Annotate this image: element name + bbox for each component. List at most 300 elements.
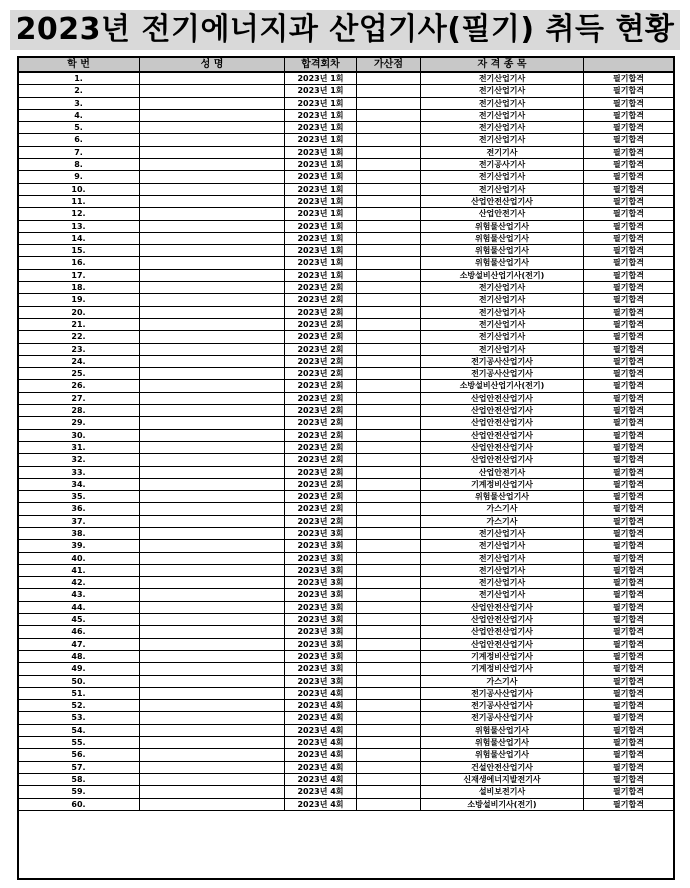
cell-student-no: 3. <box>18 97 140 109</box>
cell-name <box>140 183 285 195</box>
cell-result: 필기합격 <box>584 159 674 171</box>
cell-qualification: 신재생에너지발전기사 <box>421 773 584 785</box>
cell-round: 2023년 1회 <box>285 232 357 244</box>
cell-student-no: 29. <box>18 417 140 429</box>
table-row <box>18 798 674 810</box>
table-row <box>18 626 674 638</box>
cell-round: 2023년 4회 <box>285 773 357 785</box>
cell-qualification: 산업안전산업기사 <box>421 417 584 429</box>
cell-student-no: 39. <box>18 540 140 552</box>
table-row <box>18 773 674 785</box>
cell-result: 필기합격 <box>584 195 674 207</box>
cell-name <box>140 171 285 183</box>
cell-result: 필기합격 <box>584 761 674 773</box>
cell-qualification: 전기산업기사 <box>421 97 584 109</box>
cell-qualification: 기계정비산업기사 <box>421 478 584 490</box>
cell-name <box>140 773 285 785</box>
cell-bonus <box>357 269 421 281</box>
cell-round: 2023년 1회 <box>285 122 357 134</box>
table-row <box>18 85 674 97</box>
cell-student-no: 33. <box>18 466 140 478</box>
cell-qualification: 산업안전산업기사 <box>421 405 584 417</box>
cell-student-no: 18. <box>18 282 140 294</box>
cell-student-no: 35. <box>18 491 140 503</box>
cell-qualification: 전기공사산업기사 <box>421 687 584 699</box>
cell-student-no: 19. <box>18 294 140 306</box>
cell-name <box>140 97 285 109</box>
cell-student-no: 54. <box>18 724 140 736</box>
cell-name <box>140 85 285 97</box>
table-row <box>18 503 674 515</box>
cell-name <box>140 626 285 638</box>
title-wrap <box>0 10 690 50</box>
cell-round: 2023년 2회 <box>285 417 357 429</box>
cell-qualification: 소방설비기사(전기) <box>421 798 584 810</box>
table-row <box>18 109 674 121</box>
cell-bonus <box>357 294 421 306</box>
cell-student-no: 34. <box>18 478 140 490</box>
cell-round: 2023년 2회 <box>285 294 357 306</box>
cell-bonus <box>357 85 421 97</box>
cell-qualification: 산업안전산업기사 <box>421 614 584 626</box>
cell-result: 필기합격 <box>584 171 674 183</box>
cell-bonus <box>357 392 421 404</box>
header-result <box>584 57 674 72</box>
cell-student-no: 26. <box>18 380 140 392</box>
cell-student-no: 22. <box>18 331 140 343</box>
cell-student-no: 52. <box>18 700 140 712</box>
cell-round: 2023년 1회 <box>285 269 357 281</box>
cell-result: 필기합격 <box>584 540 674 552</box>
cell-student-no: 51. <box>18 687 140 699</box>
cell-result: 필기합격 <box>584 282 674 294</box>
table-row <box>18 761 674 773</box>
cell-name <box>140 405 285 417</box>
table-row <box>18 72 674 85</box>
cell-round: 2023년 2회 <box>285 454 357 466</box>
cell-student-no: 44. <box>18 601 140 613</box>
cell-bonus <box>357 134 421 146</box>
cell-student-no: 36. <box>18 503 140 515</box>
cell-name <box>140 109 285 121</box>
cell-result: 필기합격 <box>584 798 674 810</box>
cell-qualification: 위험물산업기사 <box>421 232 584 244</box>
table-row <box>18 650 674 662</box>
table-row <box>18 663 674 675</box>
table-row <box>18 564 674 576</box>
cell-student-no: 13. <box>18 220 140 232</box>
cell-bonus <box>357 245 421 257</box>
table-row <box>18 245 674 257</box>
cell-name <box>140 638 285 650</box>
cell-result: 필기합격 <box>584 491 674 503</box>
cell-qualification: 전기산업기사 <box>421 122 584 134</box>
cell-name <box>140 318 285 330</box>
cell-result: 필기합격 <box>584 675 674 687</box>
cell-round: 2023년 4회 <box>285 687 357 699</box>
cell-name <box>140 220 285 232</box>
table-row <box>18 687 674 699</box>
cell-round: 2023년 1회 <box>285 72 357 85</box>
cell-bonus <box>357 454 421 466</box>
cell-round: 2023년 2회 <box>285 478 357 490</box>
cell-result: 필기합격 <box>584 478 674 490</box>
cell-qualification: 전기공사산업기사 <box>421 700 584 712</box>
table-row <box>18 786 674 798</box>
cell-bonus <box>357 577 421 589</box>
header-row <box>18 57 674 72</box>
cell-name <box>140 786 285 798</box>
cell-round: 2023년 3회 <box>285 552 357 564</box>
cell-student-no: 17. <box>18 269 140 281</box>
cell-result: 필기합격 <box>584 343 674 355</box>
cell-round: 2023년 4회 <box>285 786 357 798</box>
cell-bonus <box>357 282 421 294</box>
cell-name <box>140 503 285 515</box>
cell-name <box>140 724 285 736</box>
cell-student-no: 31. <box>18 441 140 453</box>
cell-qualification: 위험물산업기사 <box>421 737 584 749</box>
cell-result: 필기합격 <box>584 700 674 712</box>
cell-qualification: 산업안전산업기사 <box>421 454 584 466</box>
cell-bonus <box>357 183 421 195</box>
cell-round: 2023년 3회 <box>285 675 357 687</box>
qualification-table <box>17 56 674 811</box>
cell-student-no: 24. <box>18 355 140 367</box>
cell-qualification: 전기산업기사 <box>421 282 584 294</box>
cell-student-no: 50. <box>18 675 140 687</box>
cell-bonus <box>357 109 421 121</box>
table-row <box>18 454 674 466</box>
cell-name <box>140 441 285 453</box>
cell-student-no: 20. <box>18 306 140 318</box>
table-row <box>18 195 674 207</box>
cell-name <box>140 245 285 257</box>
cell-result: 필기합격 <box>584 786 674 798</box>
cell-qualification: 가스기사 <box>421 515 584 527</box>
cell-bonus <box>357 146 421 158</box>
cell-round: 2023년 2회 <box>285 515 357 527</box>
cell-bonus <box>357 466 421 478</box>
cell-result: 필기합격 <box>584 208 674 220</box>
header-student-no: 학 번 <box>18 57 140 72</box>
cell-qualification: 위험물산업기사 <box>421 220 584 232</box>
cell-qualification: 전기산업기사 <box>421 294 584 306</box>
table-row <box>18 712 674 724</box>
cell-bonus <box>357 749 421 761</box>
cell-student-no: 2. <box>18 85 140 97</box>
cell-round: 2023년 3회 <box>285 589 357 601</box>
cell-student-no: 6. <box>18 134 140 146</box>
cell-student-no: 45. <box>18 614 140 626</box>
cell-bonus <box>357 368 421 380</box>
table-row <box>18 97 674 109</box>
cell-name <box>140 429 285 441</box>
cell-round: 2023년 1회 <box>285 109 357 121</box>
table-row <box>18 540 674 552</box>
cell-name <box>140 798 285 810</box>
cell-name <box>140 146 285 158</box>
cell-result: 필기합격 <box>584 85 674 97</box>
cell-name <box>140 700 285 712</box>
cell-student-no: 57. <box>18 761 140 773</box>
cell-qualification: 전기산업기사 <box>421 183 584 195</box>
cell-qualification: 전기산업기사 <box>421 564 584 576</box>
cell-bonus <box>357 257 421 269</box>
cell-round: 2023년 1회 <box>285 97 357 109</box>
cell-bonus <box>357 601 421 613</box>
table-row <box>18 749 674 761</box>
cell-bonus <box>357 491 421 503</box>
cell-round: 2023년 1회 <box>285 85 357 97</box>
cell-round: 2023년 2회 <box>285 429 357 441</box>
cell-name <box>140 761 285 773</box>
cell-round: 2023년 4회 <box>285 749 357 761</box>
cell-name <box>140 368 285 380</box>
cell-bonus <box>357 786 421 798</box>
cell-result: 필기합격 <box>584 183 674 195</box>
cell-round: 2023년 2회 <box>285 343 357 355</box>
cell-name <box>140 589 285 601</box>
cell-round: 2023년 3회 <box>285 650 357 662</box>
cell-student-no: 23. <box>18 343 140 355</box>
cell-name <box>140 552 285 564</box>
cell-qualification: 산업안전산업기사 <box>421 638 584 650</box>
cell-result: 필기합격 <box>584 245 674 257</box>
cell-round: 2023년 1회 <box>285 171 357 183</box>
table-header <box>18 57 674 72</box>
cell-bonus <box>357 687 421 699</box>
cell-bonus <box>357 208 421 220</box>
cell-bonus <box>357 552 421 564</box>
cell-bonus <box>357 405 421 417</box>
cell-bonus <box>357 417 421 429</box>
cell-result: 필기합격 <box>584 97 674 109</box>
cell-bonus <box>357 798 421 810</box>
cell-round: 2023년 2회 <box>285 318 357 330</box>
table-row <box>18 159 674 171</box>
table-row <box>18 269 674 281</box>
cell-name <box>140 491 285 503</box>
cell-qualification: 위험물산업기사 <box>421 257 584 269</box>
cell-round: 2023년 2회 <box>285 491 357 503</box>
cell-result: 필기합격 <box>584 220 674 232</box>
cell-name <box>140 380 285 392</box>
cell-result: 필기합격 <box>584 614 674 626</box>
cell-qualification: 전기산업기사 <box>421 85 584 97</box>
cell-student-no: 11. <box>18 195 140 207</box>
table-row <box>18 306 674 318</box>
cell-round: 2023년 3회 <box>285 626 357 638</box>
table-row <box>18 429 674 441</box>
cell-bonus <box>357 441 421 453</box>
cell-round: 2023년 3회 <box>285 638 357 650</box>
cell-result: 필기합격 <box>584 368 674 380</box>
table-row <box>18 491 674 503</box>
cell-result: 필기합격 <box>584 749 674 761</box>
cell-round: 2023년 2회 <box>285 368 357 380</box>
cell-student-no: 41. <box>18 564 140 576</box>
cell-result: 필기합격 <box>584 712 674 724</box>
cell-name <box>140 294 285 306</box>
cell-bonus <box>357 306 421 318</box>
cell-qualification: 전기산업기사 <box>421 527 584 539</box>
table-row <box>18 417 674 429</box>
table-row <box>18 638 674 650</box>
cell-result: 필기합격 <box>584 134 674 146</box>
cell-round: 2023년 2회 <box>285 392 357 404</box>
cell-qualification: 산업안전산업기사 <box>421 429 584 441</box>
table-row <box>18 478 674 490</box>
cell-bonus <box>357 318 421 330</box>
cell-bonus <box>357 478 421 490</box>
table-row <box>18 331 674 343</box>
cell-name <box>140 417 285 429</box>
cell-qualification: 전기산업기사 <box>421 343 584 355</box>
cell-qualification: 가스기사 <box>421 675 584 687</box>
cell-student-no: 10. <box>18 183 140 195</box>
table-row <box>18 405 674 417</box>
table-row <box>18 318 674 330</box>
table-row <box>18 737 674 749</box>
cell-result: 필기합격 <box>584 601 674 613</box>
cell-qualification: 전기산업기사 <box>421 171 584 183</box>
header-name: 성 명 <box>140 57 285 72</box>
cell-bonus <box>357 527 421 539</box>
cell-student-no: 21. <box>18 318 140 330</box>
cell-round: 2023년 2회 <box>285 466 357 478</box>
cell-round: 2023년 3회 <box>285 663 357 675</box>
table-row <box>18 601 674 613</box>
cell-name <box>140 564 285 576</box>
table-row <box>18 146 674 158</box>
header-round: 합격회차 <box>285 57 357 72</box>
cell-student-no: 56. <box>18 749 140 761</box>
cell-round: 2023년 3회 <box>285 527 357 539</box>
cell-result: 필기합격 <box>584 294 674 306</box>
cell-bonus <box>357 72 421 85</box>
cell-student-no: 55. <box>18 737 140 749</box>
cell-name <box>140 737 285 749</box>
cell-qualification: 건설안전산업기사 <box>421 761 584 773</box>
table-row <box>18 343 674 355</box>
cell-round: 2023년 1회 <box>285 183 357 195</box>
cell-result: 필기합격 <box>584 503 674 515</box>
cell-bonus <box>357 638 421 650</box>
cell-bonus <box>357 675 421 687</box>
table-row <box>18 171 674 183</box>
cell-result: 필기합격 <box>584 146 674 158</box>
cell-student-no: 25. <box>18 368 140 380</box>
cell-round: 2023년 2회 <box>285 282 357 294</box>
cell-qualification: 산업안전산업기사 <box>421 626 584 638</box>
cell-bonus <box>357 171 421 183</box>
cell-name <box>140 663 285 675</box>
cell-qualification: 전기산업기사 <box>421 318 584 330</box>
cell-qualification: 소방설비산업기사(전기) <box>421 269 584 281</box>
cell-bonus <box>357 232 421 244</box>
cell-result: 필기합격 <box>584 687 674 699</box>
table-row <box>18 441 674 453</box>
cell-round: 2023년 1회 <box>285 257 357 269</box>
cell-round: 2023년 2회 <box>285 405 357 417</box>
cell-student-no: 58. <box>18 773 140 785</box>
cell-student-no: 5. <box>18 122 140 134</box>
cell-result: 필기합격 <box>584 638 674 650</box>
cell-name <box>140 675 285 687</box>
cell-round: 2023년 4회 <box>285 712 357 724</box>
cell-bonus <box>357 773 421 785</box>
page-title: 2023년 전기에너지과 산업기사(필기) 취득 현황 <box>10 10 681 50</box>
cell-qualification: 전기산업기사 <box>421 72 584 85</box>
cell-qualification: 전기기사 <box>421 146 584 158</box>
cell-qualification: 소방설비산업기사(전기) <box>421 380 584 392</box>
cell-name <box>140 540 285 552</box>
cell-name <box>140 527 285 539</box>
cell-student-no: 53. <box>18 712 140 724</box>
cell-name <box>140 454 285 466</box>
table-row <box>18 380 674 392</box>
cell-name <box>140 614 285 626</box>
cell-qualification: 위험물산업기사 <box>421 491 584 503</box>
cell-round: 2023년 3회 <box>285 540 357 552</box>
cell-name <box>140 466 285 478</box>
cell-qualification: 전기산업기사 <box>421 109 584 121</box>
cell-round: 2023년 3회 <box>285 577 357 589</box>
cell-bonus <box>357 331 421 343</box>
cell-name <box>140 392 285 404</box>
table-row <box>18 257 674 269</box>
cell-result: 필기합격 <box>584 232 674 244</box>
cell-round: 2023년 2회 <box>285 441 357 453</box>
cell-student-no: 32. <box>18 454 140 466</box>
table-row <box>18 294 674 306</box>
cell-student-no: 60. <box>18 798 140 810</box>
table-row <box>18 220 674 232</box>
cell-bonus <box>357 589 421 601</box>
cell-result: 필기합격 <box>584 527 674 539</box>
cell-result: 필기합격 <box>584 306 674 318</box>
cell-name <box>140 577 285 589</box>
table-row <box>18 232 674 244</box>
cell-name <box>140 306 285 318</box>
cell-student-no: 38. <box>18 527 140 539</box>
cell-round: 2023년 2회 <box>285 331 357 343</box>
cell-bonus <box>357 503 421 515</box>
table-row <box>18 392 674 404</box>
cell-result: 필기합격 <box>584 269 674 281</box>
cell-student-no: 1. <box>18 72 140 85</box>
cell-student-no: 4. <box>18 109 140 121</box>
cell-student-no: 43. <box>18 589 140 601</box>
cell-result: 필기합격 <box>584 552 674 564</box>
cell-result: 필기합격 <box>584 466 674 478</box>
cell-round: 2023년 4회 <box>285 798 357 810</box>
cell-student-no: 12. <box>18 208 140 220</box>
cell-bonus <box>357 650 421 662</box>
cell-qualification: 산업안전산업기사 <box>421 195 584 207</box>
cell-qualification: 위험물산업기사 <box>421 245 584 257</box>
cell-result: 필기합격 <box>584 257 674 269</box>
cell-round: 2023년 1회 <box>285 220 357 232</box>
table-row <box>18 208 674 220</box>
cell-result: 필기합격 <box>584 724 674 736</box>
cell-name <box>140 687 285 699</box>
table-row <box>18 282 674 294</box>
cell-bonus <box>357 712 421 724</box>
cell-name <box>140 232 285 244</box>
cell-result: 필기합격 <box>584 380 674 392</box>
